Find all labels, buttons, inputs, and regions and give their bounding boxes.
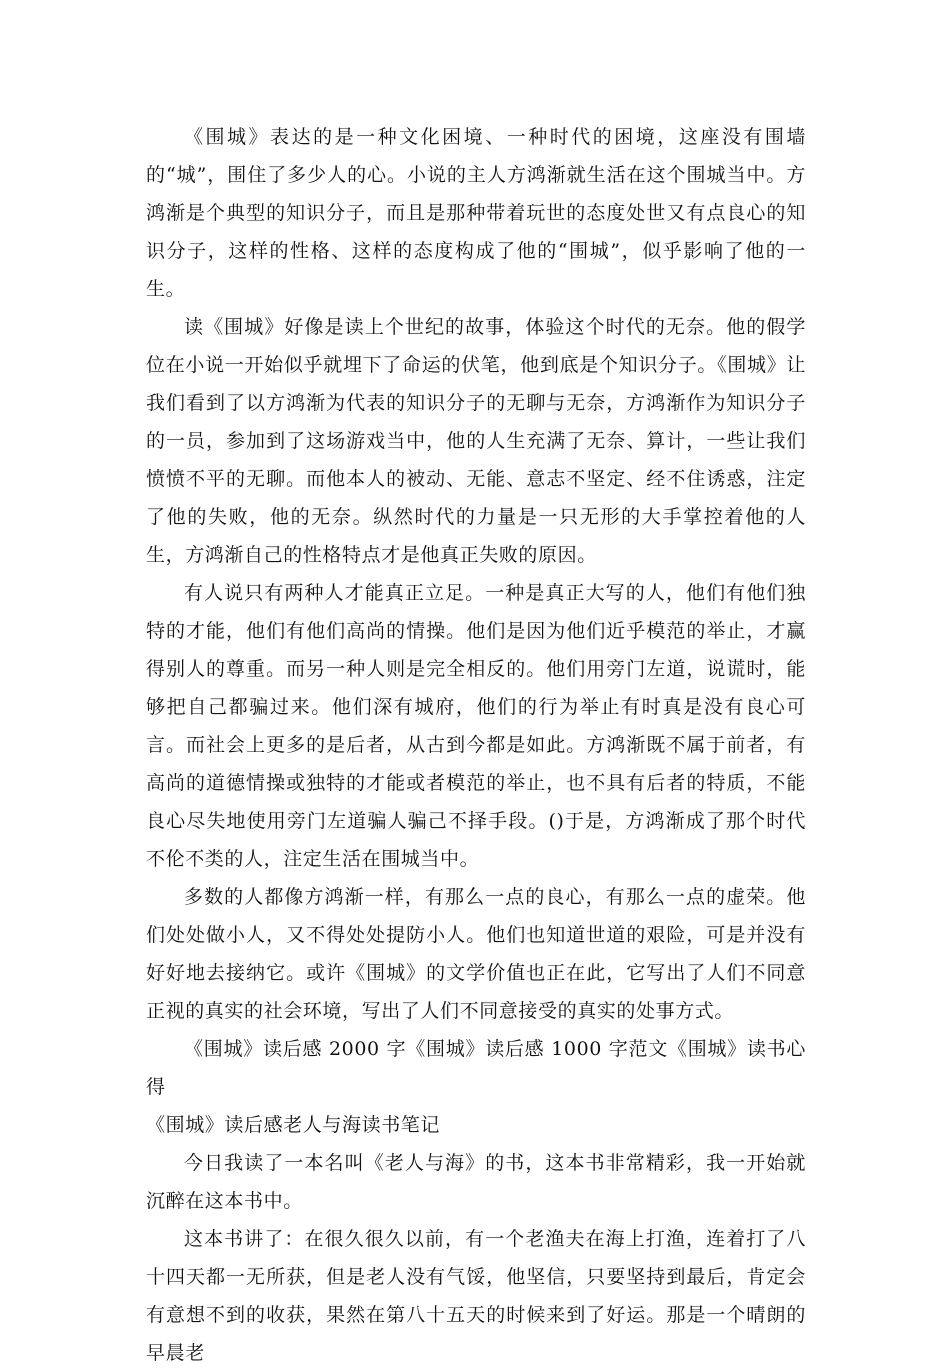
paragraph-weicheng-era: 读《围城》好像是读上个世纪的故事，体验这个时代的无奈。他的假学位在小说一开始似乎就埋下了命运的伏笔，他到底是个知识分子。《围城》让我们看到了以方鸿渐为代表的知识分子的无聊与无奈，方鸿渐作为知识分子的一员，参加到了这场游戏当中，他的人生充满了无奈、算计，一些让我们愤愤不平的无聊。而他本人的被动、无能、意志不坚定、经不住诱惑，注定了他的失败，他的无奈。纵然时代的力量是一只无形的大手掌控着他的人生，方鸿渐自己的性格特点才是他真正失败的原因。 <box>146 316 806 566</box>
paragraph-most-people: 多数的人都像方鸿渐一样，有那么一点的良心，有那么一点的虚荣。他们处处做小人，又不得处处提防小人。他们也知道世道的艰险，可是并没有好好地去接纳它。或许《围城》的文学价值也正在此，它写出了人们不同意正视的真实的社会环境，写出了人们不同意接受的真实的处事方式。 <box>146 886 806 1022</box>
related-titles-line: 《围城》读后感 2000 字《围城》读后感 1000 字范文《围城》读书心得 <box>146 1038 806 1098</box>
paragraph-weicheng-intro: 《围城》表达的是一种文化困境、一种时代的困境，这座没有围墙的“城”，围住了多少人的心。小说的主人方鸿渐就生活在这个围城当中。方鸿渐是个典型的知识分子，而且是那种带着玩世的态度处世又有点良心的知识分子，这样的性格、这样的态度构成了他的“围城”，似乎影响了他的一生。 <box>146 126 806 300</box>
section-heading-old-man-and-sea: 《围城》读后感老人与海读书笔记 <box>146 1114 441 1136</box>
paragraph-old-man-story: 这本书讲了：在很久很久以前，有一个老渔夫在海上打渔，连着打了八十四天都一无所获，但是老人没有气馁，他坚信，只要坚持到最后，肯定会有意想不到的收获，果然在第八十五天的时候来到了好运。那是一个晴朗的早晨老 <box>146 1228 806 1364</box>
document-body <box>146 118 806 1372</box>
paragraph-old-man-intro: 今日我读了一本名叫《老人与海》的书，这本书非常精彩，我一开始就沉醉在这本书中。 <box>146 1152 806 1212</box>
paragraph-two-kinds-of-people: 有人说只有两种人才能真正立足。一种是真正大写的人，他们有他们独特的才能，他们有他们高尚的情操。他们是因为他们近乎模范的举止，才赢得别人的尊重。而另一种人则是完全相反的。他们用旁门左道，说谎时，能够把自己都骗过来。他们深有城府，他们的行为举止有时真是没有良心可言。而社会上更多的是后者，从古到今都是如此。方鸿渐既不属于前者，有高尚的道德情操或独特的才能或者模范的举止，也不具有后者的特质，不能良心尽失地使用旁门左道骗人骗己不择手段。()于是，方鸿渐成了那个时代不伦不类的人，注定生活在围城当中。 <box>146 582 806 870</box>
